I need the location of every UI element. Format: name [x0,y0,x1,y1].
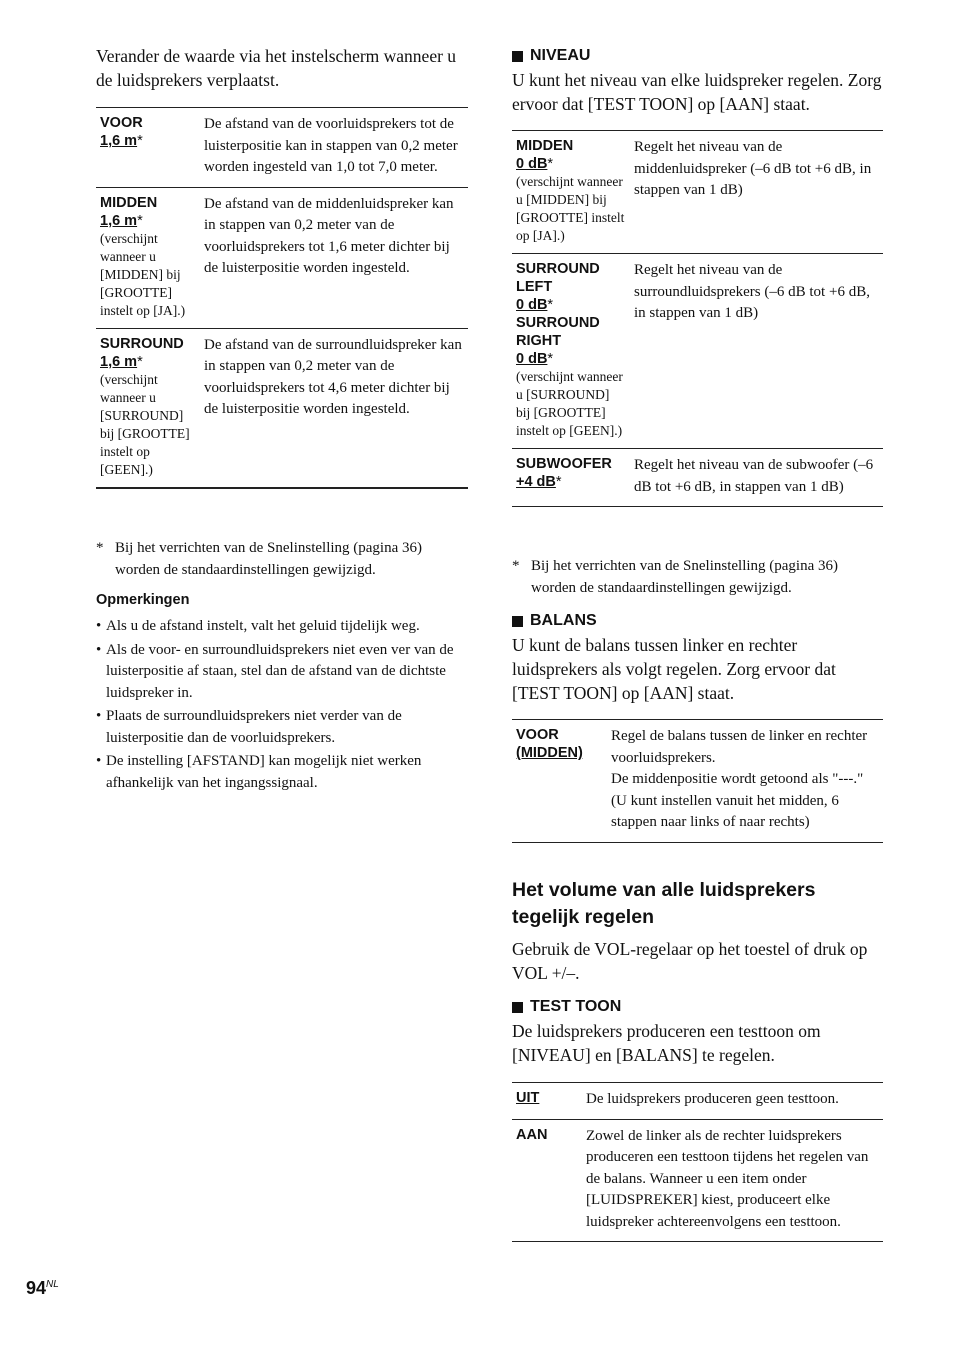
footnote: * Bij het verrichten van de Snelinstelling (pagina 36) worden de standaardinstellingen gewijzigd. [96,540,423,578]
option-term: MIDDEN [516,138,574,154]
balans-table [512,719,883,843]
option-description: De middenpositie wordt getoond als "---." (U kunt instellen vanuit het midden, 6 stappen naar links of naar rechts) [611,771,864,830]
option-term: UIT [516,1090,540,1106]
list-item: • Als u de afstand instelt, valt het geluid tijdelijk weg. [96,618,420,634]
option-term: AAN [516,1126,548,1143]
option-term: SURROUND RIGHT [516,315,600,349]
remarks-list [96,616,468,796]
niveau-heading: NIVEAU [512,47,590,65]
option-description: Regel de balans tussen de linker en rechter voorluidsprekers. [611,728,868,766]
option-default-value: 0 dB [516,156,548,172]
volume-heading: Het volume van alle luidsprekers tegelijk regelen [512,879,816,928]
distance-table [96,107,468,489]
option-note: (verschijnt wanneer u [SURROUND] bij [GROOTTE] instelt op [GEEN].) [516,369,623,438]
option-default-value: (MIDDEN) [516,745,583,761]
volume-text: Gebruik de VOL-regelaar op het toestel of druk op VOL +/–. [512,939,868,983]
table-row: SUBWOOFER +4 dB* Regelt het niveau van de subwoofer (–6 dB tot +6 dB, in stappen van 1 dB) [512,449,883,507]
option-description: Regelt het niveau van de surroundluidsprekers (–6 dB tot +6 dB, in stappen van 1 dB) [634,262,870,321]
page-language: NL [46,1279,59,1290]
option-term: VOOR [516,727,559,743]
list-item: • Als de voor- en surroundluidsprekers niet even ver van de luisterpositie af staan, stel dan de afstand van de dichtste luidspreker in. [96,641,454,701]
footnote: * Bij het verrichten van de Snelinstelling (pagina 36) worden de standaardinstellingen gewijzigd. [512,558,839,596]
test-toon-intro: De luidsprekers produceren een testtoon om [NIVEAU] en [BALANS] te regelen. [512,1021,821,1065]
niveau-table [512,130,883,507]
option-default-value: 1,6 m [100,133,138,149]
table-row: SURROUND LEFT 0 dB* SURROUND RIGHT 0 dB* (verschijnt wanneer u [SURROUND] bij [GROOTTE] instelt op [GEEN].) Regelt het niveau van de surroundluidsprekers (–6 dB tot +6 dB, in stappen van 1 dB) [512,254,883,449]
table-row [512,1119,883,1242]
remarks-heading: Opmerkingen [96,592,190,608]
test-toon-table [512,1082,883,1242]
square-bullet-icon [512,616,523,627]
option-term: SURROUND LEFT [516,261,600,295]
option-description: De afstand van de voorluidsprekers tot de luisterpositie kan in stappen van 0,2 meter worden ingesteld van 1,0 tot 7,0 meter. [204,116,458,175]
option-description: De afstand van de middenluidspreker kan in stappen van 0,2 meter van de voorluidsprekers tot 1,6 meter dichter bij de luisterpositie worden ingesteld. [204,195,454,276]
balans-heading: BALANS [512,612,597,630]
table-row: MIDDEN 0 dB* (verschijnt wanneer u [MIDDEN] bij [GROOTTE] instelt op [JA].) Regelt het niveau van de middenluidspreker (–6 dB tot +6 dB, in stappen van 1 dB) [512,131,883,254]
option-term: SURROUND [100,335,184,352]
option-description: De luidsprekers produceren geen testtoon. [586,1091,839,1107]
table-row: VOOR 1,6 m* De afstand van de voorluidsprekers tot de luisterpositie kan in stappen van 0,2 meter worden ingesteld van 1,0 tot 7,0 meter. [96,108,468,188]
table-row [512,720,883,843]
option-term: VOOR [100,115,143,131]
option-description: De afstand van de surroundluidspreker kan in stappen van 0,2 meter van de voorluidsprekers tot 4,6 meter dichter bij de luisterpositie worden ingesteld. [204,336,462,417]
niveau-intro: U kunt het niveau van elke luidspreker regelen. Zorg ervoor dat [TEST TOON] op [AAN] staat. [512,70,882,114]
option-note: (verschijnt wanneer u [MIDDEN] bij [GROOTTE] instelt op [JA].) [100,230,186,318]
table-row: SURROUND 1,6 m* (verschijnt wanneer u [SURROUND] bij [GROOTTE] instelt op [GEEN].) De afstand van de surroundluidspreker kan in stappen van 0,2 meter van de voorluidsprekers tot 4,6 meter dichter bij de luisterpositie worden ingesteld. [96,328,468,488]
option-description: Regelt het niveau van de subwoofer (–6 dB tot +6 dB, in stappen van 1 dB) [634,457,874,495]
test-toon-heading: TEST TOON [512,998,621,1016]
list-item: • De instelling [AFSTAND] kan mogelijk niet werken afhankelijk van het ingangssignaal. [96,753,422,791]
option-note: (verschijnt wanneer u [MIDDEN] bij [GROOTTE] instelt op [JA].) [516,174,625,243]
option-note: (verschijnt wanneer u [SURROUND] bij [GROOTTE] instelt op [GEEN].) [100,371,190,477]
option-default-value: 0 dB [516,351,548,367]
list-item: • Plaats de surroundluidsprekers niet verder van de luisterpositie dan de voorluidsprekers. [96,708,402,746]
option-description: Regelt het niveau van de middenluidspreker (–6 dB tot +6 dB, in stappen van 1 dB) [634,139,872,198]
balans-intro: U kunt de balans tussen linker en rechter luidsprekers als volgt regelen. Zorg ervoor dat [TEST TOON] op [AAN] staat. [512,635,836,703]
option-default-value: 1,6 m [100,212,138,229]
option-term: MIDDEN [100,194,158,211]
option-default-value: 0 dB [516,297,548,313]
page-number: $94^{NL}$ [26,1278,59,1298]
option-default-value: +4 dB [516,474,556,490]
option-description: Zowel de linker als de rechter luidsprekers produceren een testtoon tijdens het regelen van de balans. Wanneer u een item onder [LUIDSPREKER] kiest, produceert elke luidspreker achtereenvolgens een testtoon. [586,1127,869,1230]
square-bullet-icon [512,51,523,62]
square-bullet-icon [512,1002,523,1013]
table-row [512,1083,883,1120]
table-row: MIDDEN 1,6 m* (verschijnt wanneer u [MIDDEN] bij [GROOTTE] instelt op [JA].) De afstand van de middenluidspreker kan in stappen van 0,2 meter van de voorluidsprekers tot 1,6 meter dichter bij de luisterpositie worden ingesteld. [96,187,468,328]
option-default-value: 1,6 m [100,353,138,370]
distance-intro: Verander de waarde via het instelscherm wanneer u de luidsprekers verplaatst. [96,46,457,90]
option-term: SUBWOOFER [516,456,612,472]
